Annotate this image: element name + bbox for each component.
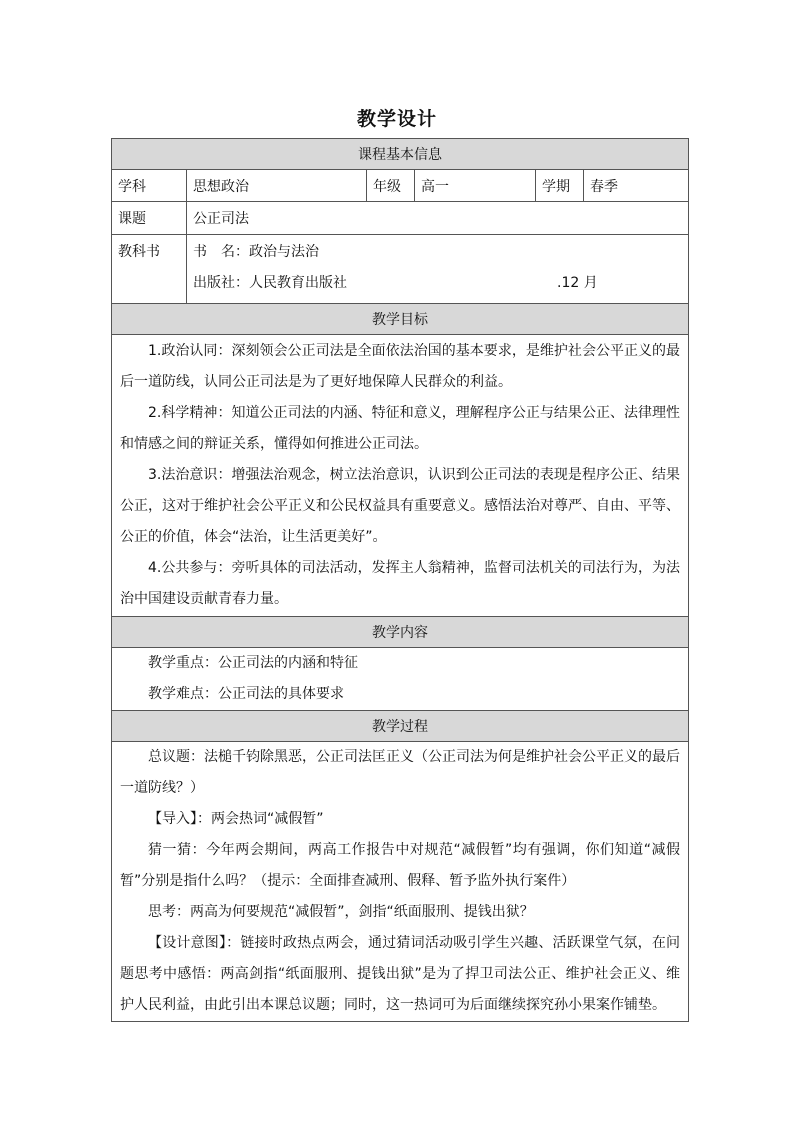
difficult-point: 教学难点：公正司法的具体要求 [148,686,344,702]
textbook-info [187,235,689,304]
subject-label: 学科 [112,170,187,202]
term-label: 学期 [536,170,584,202]
process-body [112,742,689,1022]
process-paragraph: 总议题：法槌千钧除黑恶，公正司法匡正义（公正司法为何是维护社会公平正义的最后一道防线？） [120,749,681,796]
grade-value: 高一 [415,170,536,202]
objective-item: 3.法治意识：增强法治观念，树立法治意识，认识到公正司法的表现是程序公正、结果公正，这对于维护社会公平正义和公民权益具有重要意义。感悟法治对尊严、自由、平等、公正的价值，体会“法治，让生活更美好”。 [120,467,681,545]
process-header: 教学过程 [112,711,689,742]
process-paragraph: 【设计意图】：链接时政热点两会，通过猜词活动吸引学生兴趣、活跃课堂气氛，在问题思考中感悟：两高剑指“纸面服刑、提钱出狱”是为了捍卫司法公正、维护社会正义、维护人民利益，由此引出本课总议题；同时，这一热词可为后面继续探究孙小果案作铺垫。 [120,935,681,1013]
process-paragraph: 猜一猜：今年两会期间，两高工作报告中对规范“减假暂”均有强调，你们知道“减假暂”分别是指什么吗？（提示：全面排查减刑、假释、暂予监外执行案件） [120,842,681,889]
textbook-publish-date: .12 月 [557,275,598,291]
term-value: 春季 [584,170,689,202]
process-paragraph: 思考：两高为何要规范“减假暂”，剑指“纸面服刑、提钱出狱？ [148,904,534,920]
objectives-header: 教学目标 [112,304,689,335]
process-paragraph: 【导入】：两会热词“减假暂” [148,811,324,827]
textbook-name: 书 名：政治与法治 [193,244,319,260]
subject-value: 思想政治 [187,170,367,202]
document-title: 教学设计 [356,108,437,130]
objective-item: 2.科学精神：知道公正司法的内涵、特征和意义，理解程序公正与结果公正、法律理性和情感之间的辩证关系，懂得如何推进公正司法。 [120,405,681,452]
objectives-body [112,335,689,617]
grade-label: 年级 [367,170,415,202]
content-body [112,648,689,711]
objective-item: 4.公共参与：旁听具体的司法活动，发挥主人翁精神，监督司法机关的司法行为，为法治中国建设贡献青春力量。 [120,560,681,607]
key-point: 教学重点：公正司法的内涵和特征 [148,655,358,671]
content-header: 教学内容 [112,617,689,648]
textbook-label: 教科书 [112,235,187,304]
topic-label: 课题 [112,202,187,235]
topic-value: 公正司法 [187,202,689,235]
textbook-publisher-line [193,272,682,303]
basic-info-header: 课程基本信息 [112,139,689,170]
textbook-publisher: 出版社：人民教育出版社 [193,275,347,291]
lesson-plan-table [111,138,689,1022]
objective-item: 1.政治认同：深刻领会公正司法是全面依法治国的基本要求，是维护社会公平正义的最后一道防线，认同公正司法是为了更好地保障人民群众的利益。 [120,343,681,390]
